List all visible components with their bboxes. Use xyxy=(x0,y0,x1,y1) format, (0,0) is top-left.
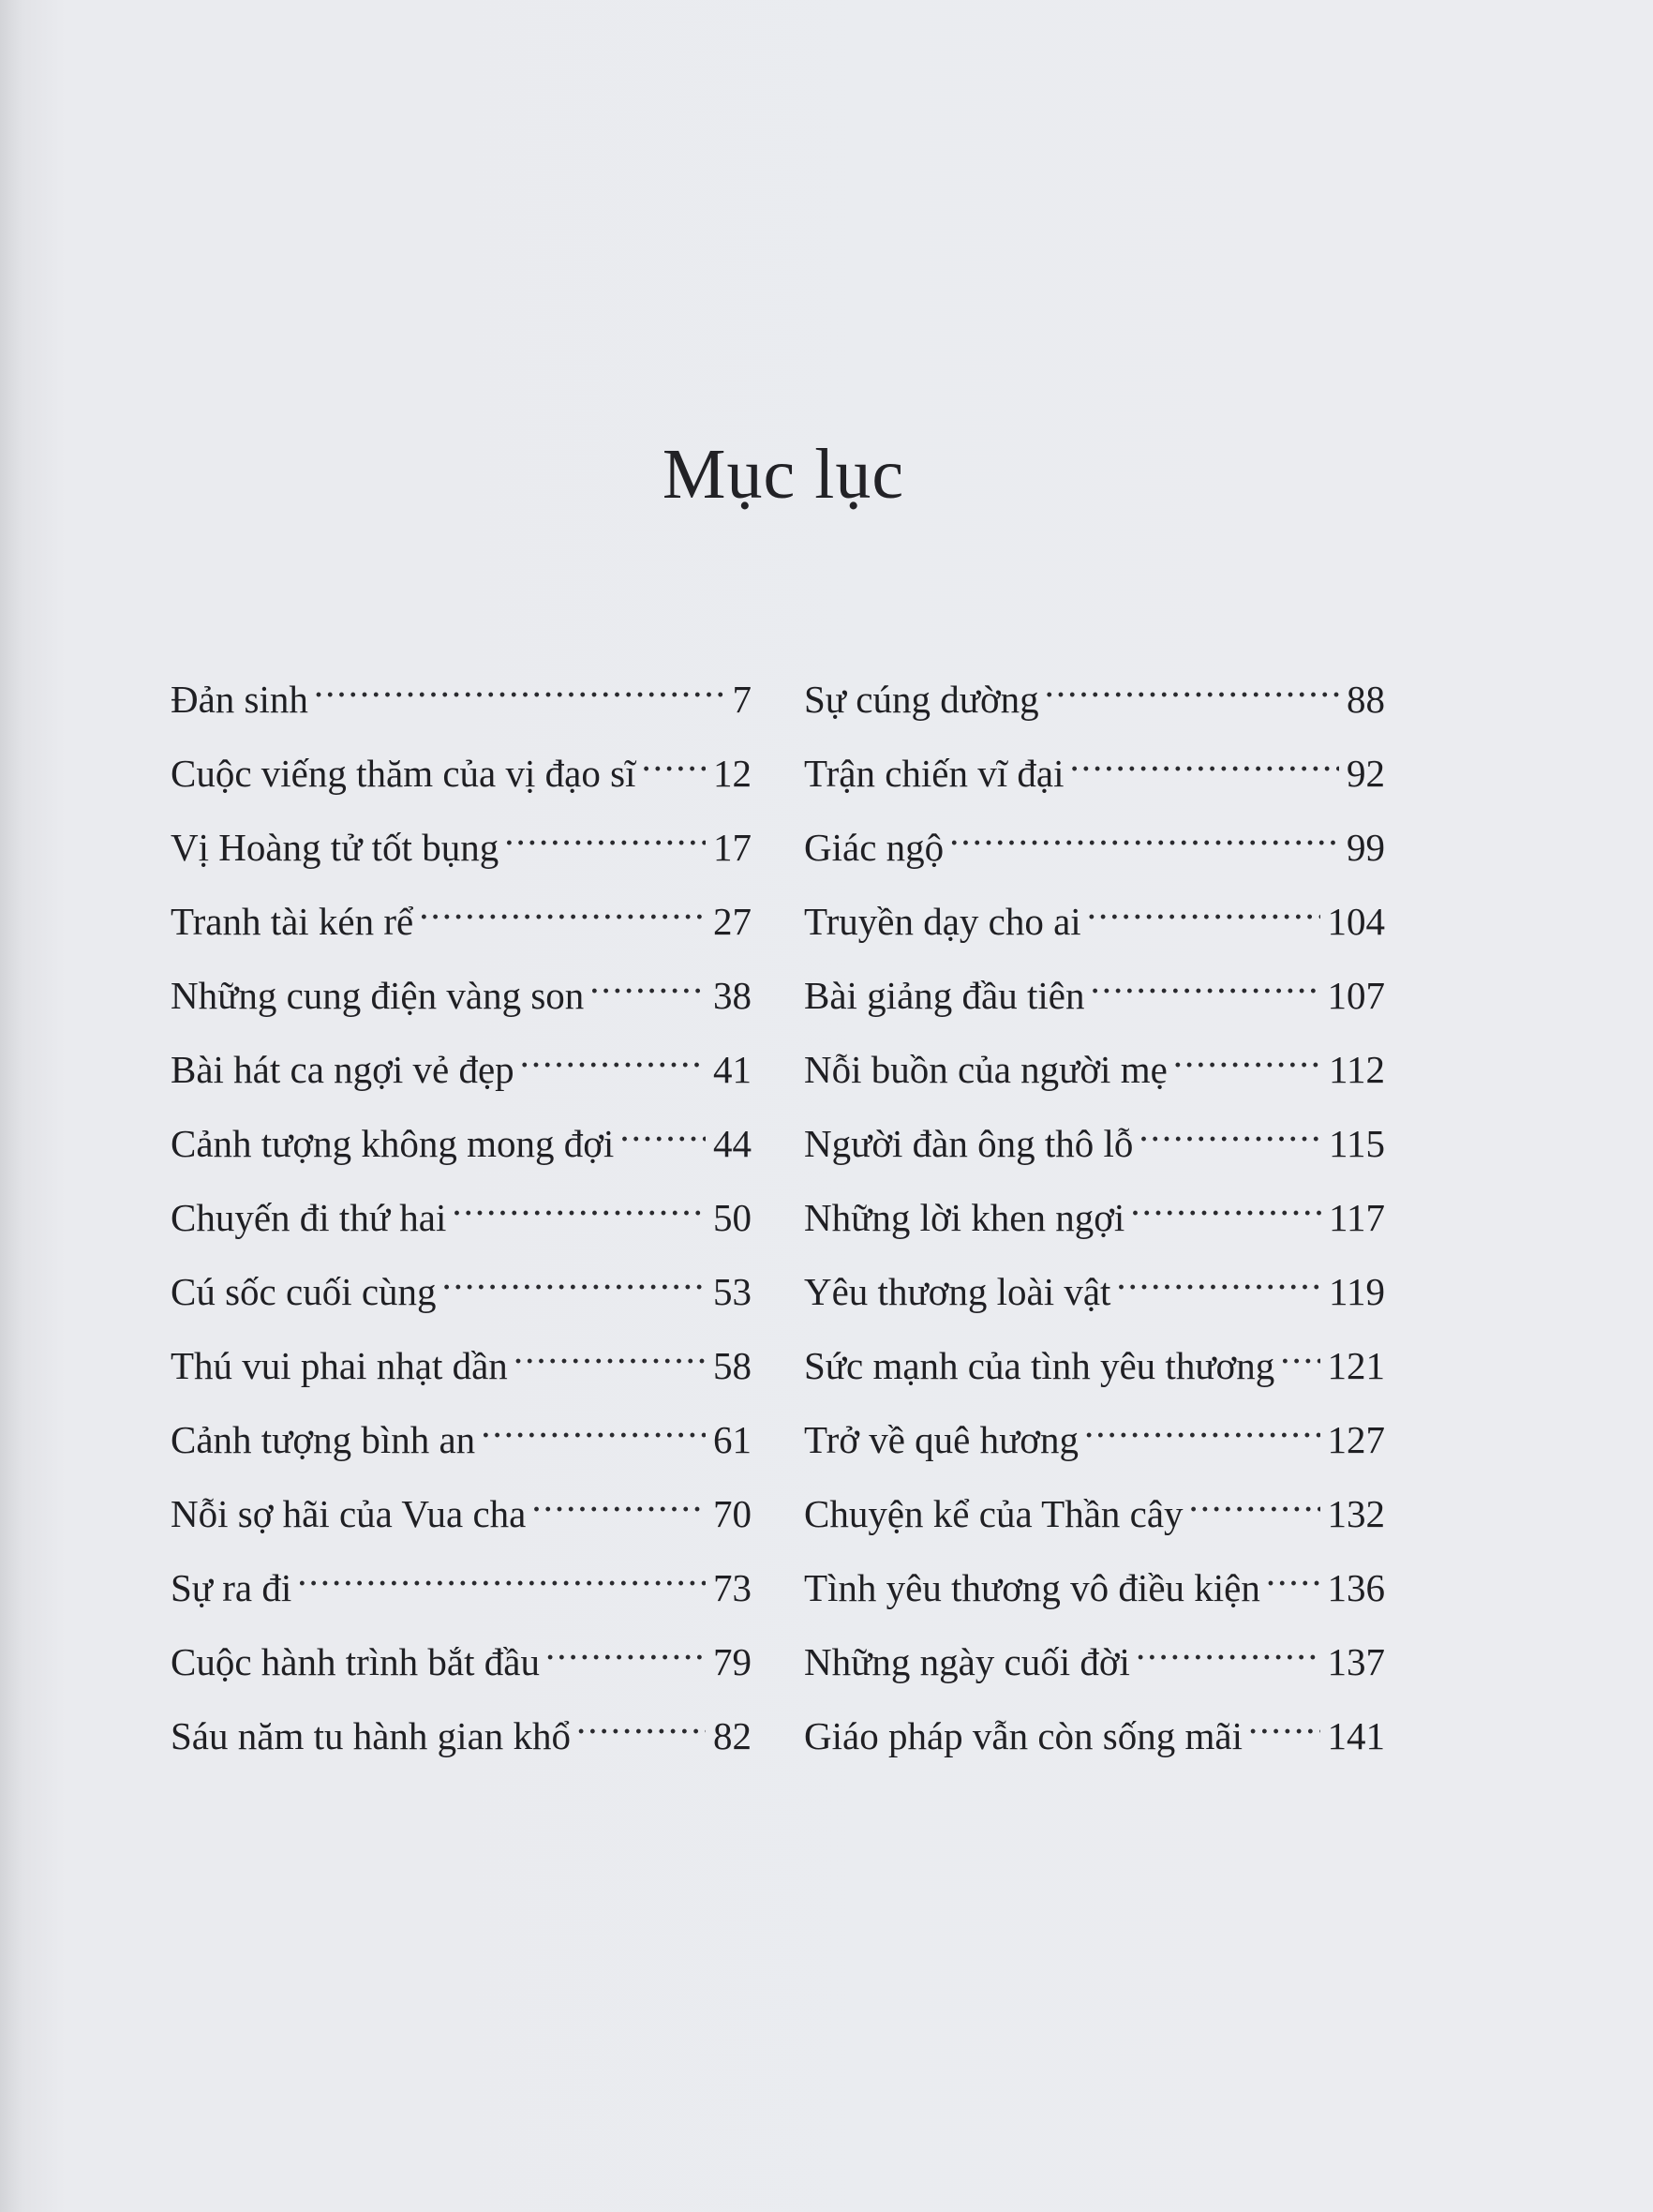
toc-entry-title: Người đàn ông thô lỗ xyxy=(804,1122,1134,1165)
toc-entry xyxy=(804,1248,1385,1313)
toc-entry-page-number: 99 xyxy=(1347,826,1385,869)
toc-entry-page-number: 58 xyxy=(713,1344,752,1387)
toc-dot-leader xyxy=(297,1545,706,1601)
toc-entry-page-number: 79 xyxy=(713,1640,752,1683)
toc-dot-leader xyxy=(545,1619,706,1675)
toc-entry-title: Bài giảng đầu tiên xyxy=(804,974,1085,1017)
toc-entry xyxy=(171,1248,752,1313)
toc-entry-page-number: 82 xyxy=(713,1714,752,1757)
toc-entry xyxy=(171,952,752,1017)
toc-dot-leader xyxy=(1248,1693,1320,1749)
toc-entry-title: Vị Hoàng tử tốt bụng xyxy=(171,826,499,869)
toc-entry xyxy=(171,656,752,721)
toc-entry-title: Sự ra đi xyxy=(171,1566,292,1609)
toc-entry xyxy=(171,1174,752,1239)
toc-dot-leader xyxy=(1116,1248,1321,1305)
toc-entry-title: Trận chiến vĩ đại xyxy=(804,752,1065,795)
toc-entry-page-number: 41 xyxy=(713,1048,752,1091)
toc-entry-page-number: 132 xyxy=(1327,1492,1385,1535)
toc-entry-page-number: 7 xyxy=(732,678,752,721)
toc-entry-page-number: 88 xyxy=(1347,678,1385,721)
toc-entry xyxy=(804,952,1385,1017)
toc-entry-page-number: 119 xyxy=(1329,1270,1385,1313)
toc-entry-page-number: 50 xyxy=(713,1196,752,1239)
toc-entry-page-number: 17 xyxy=(713,826,752,869)
toc-entry-page-number: 141 xyxy=(1327,1714,1385,1757)
toc-entry-title: Những cung điện vàng son xyxy=(171,974,585,1017)
toc-entry xyxy=(171,1471,752,1535)
toc-entry-page-number: 44 xyxy=(713,1122,752,1165)
toc-dot-leader xyxy=(419,878,706,934)
toc-dot-leader xyxy=(520,1026,706,1083)
toc-entry xyxy=(804,878,1385,943)
toc-entry-page-number: 53 xyxy=(713,1270,752,1313)
toc-entry xyxy=(171,878,752,943)
toc-entry-title: Chuyện kể của Thần cây xyxy=(804,1492,1184,1535)
toc-dot-leader xyxy=(481,1397,706,1453)
toc-entry xyxy=(171,1100,752,1165)
toc-dot-leader xyxy=(949,804,1339,860)
toc-entry-title: Bài hát ca ngợi vẻ đẹp xyxy=(171,1048,514,1091)
toc-dot-leader xyxy=(1136,1619,1320,1675)
toc-entry-page-number: 115 xyxy=(1329,1122,1385,1165)
toc-entry-title: Tình yêu thương vô điều kiện xyxy=(804,1566,1260,1609)
toc-entry-page-number: 117 xyxy=(1329,1196,1385,1239)
toc-entry xyxy=(804,1545,1385,1609)
toc-entry-title: Yêu thương loài vật xyxy=(804,1270,1111,1313)
toc-dot-leader xyxy=(514,1323,706,1379)
toc-entry-title: Chuyến đi thứ hai xyxy=(171,1196,447,1239)
toc-entry-title: Đản sinh xyxy=(171,678,308,721)
toc-entry-page-number: 70 xyxy=(713,1492,752,1535)
toc-entry-page-number: 73 xyxy=(713,1566,752,1609)
toc-dot-leader xyxy=(619,1100,706,1157)
toc-dot-leader xyxy=(504,804,706,860)
toc-entry-title: Tranh tài kén rể xyxy=(171,900,414,943)
toc-dot-leader xyxy=(1084,1397,1320,1453)
toc-entry-title: Thú vui phai nhạt dần xyxy=(171,1344,508,1387)
toc-entry-page-number: 104 xyxy=(1327,900,1385,943)
toc-entry-page-number: 107 xyxy=(1327,974,1385,1017)
toc-entry xyxy=(171,730,752,795)
toc-entry-title: Sự cúng dường xyxy=(804,678,1039,721)
toc-entry-page-number: 121 xyxy=(1327,1344,1385,1387)
toc-entry-page-number: 12 xyxy=(713,752,752,795)
toc-entry-title: Cú sốc cuối cùng xyxy=(171,1270,437,1313)
toc-entry xyxy=(804,1026,1385,1091)
toc-entry xyxy=(804,804,1385,869)
toc-entry-page-number: 27 xyxy=(713,900,752,943)
toc-entry-page-number: 136 xyxy=(1327,1566,1385,1609)
toc-entry xyxy=(804,1174,1385,1239)
toc-entry xyxy=(804,1100,1385,1165)
toc-entry xyxy=(171,1026,752,1091)
toc-dot-leader xyxy=(589,952,706,1009)
toc-dot-leader xyxy=(1087,878,1320,934)
toc-dot-leader xyxy=(531,1471,706,1527)
toc-entry xyxy=(171,1693,752,1757)
toc-entry-title: Sức mạnh của tình yêu thương xyxy=(804,1344,1275,1387)
toc-dot-leader xyxy=(641,730,706,786)
toc-entry xyxy=(804,1397,1385,1461)
toc-dot-leader xyxy=(1069,730,1339,786)
toc-entry-page-number: 137 xyxy=(1327,1640,1385,1683)
toc-entry xyxy=(804,1619,1385,1683)
toc-entry xyxy=(171,1545,752,1609)
toc-dot-leader xyxy=(1266,1545,1320,1601)
toc-entry-title: Giáo pháp vẫn còn sống mãi xyxy=(804,1714,1243,1757)
toc-entry-page-number: 127 xyxy=(1327,1418,1385,1461)
toc-entry xyxy=(804,1693,1385,1757)
toc-entry-title: Cuộc hành trình bắt đầu xyxy=(171,1640,540,1683)
toc-entry-title: Nỗi buồn của người mẹ xyxy=(804,1048,1168,1091)
toc-entry-title: Truyền dạy cho ai xyxy=(804,900,1081,943)
page-title: Mục lục xyxy=(662,434,905,514)
toc-entry-title: Sáu năm tu hành gian khổ xyxy=(171,1714,572,1757)
toc-entry xyxy=(804,656,1385,721)
toc-entry-title: Trở về quê hương xyxy=(804,1418,1079,1461)
toc-entry-title: Nỗi sợ hãi của Vua cha xyxy=(171,1492,527,1535)
toc-dot-leader xyxy=(452,1174,706,1231)
toc-entry xyxy=(804,1471,1385,1535)
toc-entry-page-number: 61 xyxy=(713,1418,752,1461)
toc-dot-leader xyxy=(1045,656,1339,712)
toc-dot-leader xyxy=(1130,1174,1321,1231)
toc-dot-leader xyxy=(1189,1471,1320,1527)
toc-dot-leader xyxy=(1280,1323,1319,1379)
toc-entry xyxy=(171,1397,752,1461)
toc-dot-leader xyxy=(1139,1100,1321,1157)
toc-entry xyxy=(171,804,752,869)
toc-entry-title: Cuộc viếng thăm của vị đạo sĩ xyxy=(171,752,636,795)
toc-dot-leader xyxy=(576,1693,706,1749)
toc-entry xyxy=(804,730,1385,795)
toc-entry xyxy=(171,1323,752,1387)
toc-entry-title: Giác ngộ xyxy=(804,826,945,869)
toc-entry xyxy=(171,1619,752,1683)
toc-entry xyxy=(804,1323,1385,1387)
toc-entry-page-number: 38 xyxy=(713,974,752,1017)
toc-dot-leader xyxy=(442,1248,706,1305)
toc-entry-page-number: 92 xyxy=(1347,752,1385,795)
toc-entry-title: Những lời khen ngợi xyxy=(804,1196,1125,1239)
toc-entry-title: Cảnh tượng bình an xyxy=(171,1418,476,1461)
toc-dot-leader xyxy=(314,656,725,712)
toc-entry-title: Cảnh tượng không mong đợi xyxy=(171,1122,615,1165)
toc-entry-title: Những ngày cuối đời xyxy=(804,1640,1130,1683)
toc-dot-leader xyxy=(1090,952,1319,1009)
toc-entry-page-number: 112 xyxy=(1329,1048,1385,1091)
toc-dot-leader xyxy=(1173,1026,1321,1083)
